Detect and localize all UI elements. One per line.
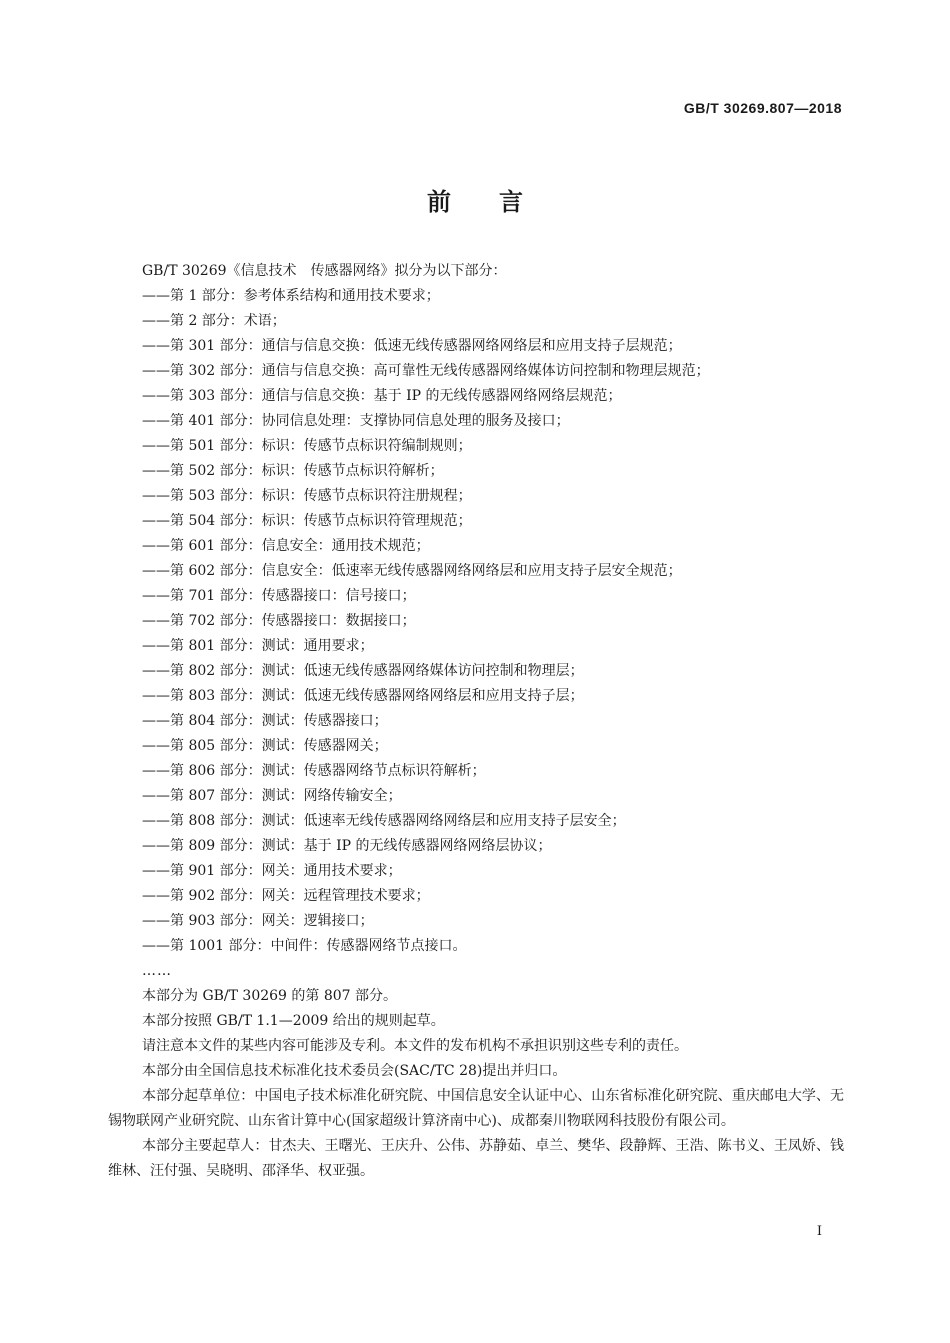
paragraph: 本部分为 GB/T 30269 的第 807 部分。 bbox=[142, 988, 398, 1004]
list-item: ——第 804 部分：测试：传感器接口； bbox=[142, 713, 388, 729]
list-item: ——第 501 部分：标识：传感节点标识符编制规则； bbox=[142, 438, 472, 454]
parts-list bbox=[108, 284, 844, 959]
intro-line: GB/T 30269《信息技术 传感器网络》拟分为以下部分： bbox=[142, 263, 507, 279]
list-item: ——第 303 部分：通信与信息交换：基于 IP 的无线传感器网络网络层规范； bbox=[142, 388, 622, 404]
list-item: ——第 503 部分：标识：传感节点标识符注册规程； bbox=[142, 488, 472, 504]
list-item: ——第 301 部分：通信与信息交换：低速无线传感器网络网络层和应用支持子层规范； bbox=[142, 338, 682, 354]
list-item: ——第 805 部分：测试：传感器网关； bbox=[142, 738, 388, 754]
list-item: ——第 902 部分：网关：远程管理技术要求； bbox=[142, 888, 430, 904]
list-item: ——第 401 部分：协同信息处理：支撑协同信息处理的服务及接口； bbox=[142, 413, 570, 429]
standard-code: GB/T 30269.807—2018 bbox=[683, 100, 842, 116]
list-item: ——第 802 部分：测试：低速无线传感器网络媒体访问控制和物理层； bbox=[142, 663, 584, 679]
page-number: I bbox=[816, 1224, 822, 1239]
list-item: ——第 807 部分：测试：网络传输安全； bbox=[142, 788, 402, 804]
ellipsis: …… bbox=[142, 963, 172, 979]
list-item: ——第 801 部分：测试：通用要求； bbox=[142, 638, 374, 654]
list-item: ——第 803 部分：测试：低速无线传感器网络网络层和应用支持子层； bbox=[142, 688, 584, 704]
list-item: ——第 2 部分：术语； bbox=[142, 313, 286, 329]
list-item: ——第 808 部分：测试：低速率无线传感器网络网络层和应用支持子层安全； bbox=[142, 813, 626, 829]
list-item: ——第 1001 部分：中间件：传感器网络节点接口。 bbox=[142, 938, 467, 954]
paragraph: 本部分按照 GB/T 1.1—2009 给出的规则起草。 bbox=[142, 1013, 445, 1029]
paragraph: 请注意本文件的某些内容可能涉及专利。本文件的发布机构不承担识别这些专利的责任。 bbox=[142, 1038, 688, 1054]
list-item: ——第 903 部分：网关：逻辑接口； bbox=[142, 913, 374, 929]
list-item: ——第 601 部分：信息安全：通用技术规范； bbox=[142, 538, 430, 554]
page-title: 前 言 bbox=[427, 188, 523, 216]
list-item: ——第 504 部分：标识：传感节点标识符管理规范； bbox=[142, 513, 472, 529]
list-item: ——第 701 部分：传感器接口：信号接口； bbox=[142, 588, 416, 604]
list-item: ——第 806 部分：测试：传感器网络节点标识符解析； bbox=[142, 763, 486, 779]
list-item: ——第 302 部分：通信与信息交换：高可靠性无线传感器网络媒体访问控制和物理层规范； bbox=[142, 363, 710, 379]
drafting-units-paragraph: 本部分起草单位：中国电子技术标准化研究院、中国信息安全认证中心、山东省标准化研究院、重庆邮电大学、无锡物联网产业研究院、山东省计算中心(国家超级计算济南中心)、成都秦川物联网科技股份有限公司。 bbox=[108, 1088, 844, 1129]
list-item: ——第 1 部分：参考体系结构和通用技术要求； bbox=[142, 288, 440, 304]
document-body bbox=[108, 259, 844, 1184]
list-item: ——第 602 部分：信息安全：低速率无线传感器网络网络层和应用支持子层安全规范； bbox=[142, 563, 682, 579]
list-item: ——第 702 部分：传感器接口：数据接口； bbox=[142, 613, 416, 629]
list-item: ——第 502 部分：标识：传感节点标识符解析； bbox=[142, 463, 444, 479]
list-item: ——第 809 部分：测试：基于 IP 的无线传感器网络网络层协议； bbox=[142, 838, 552, 854]
paragraph: 本部分由全国信息技术标准化技术委员会(SAC/TC 28)提出并归口。 bbox=[142, 1063, 567, 1079]
list-item: ——第 901 部分：网关：通用技术要求； bbox=[142, 863, 402, 879]
drafters-paragraph: 本部分主要起草人：甘杰夫、王曙光、王庆升、公伟、苏静茹、卓兰、樊华、段静辉、王浩、陈书义、王凤娇、钱维林、汪付强、吴晓明、邵泽华、权亚强。 bbox=[108, 1138, 844, 1179]
